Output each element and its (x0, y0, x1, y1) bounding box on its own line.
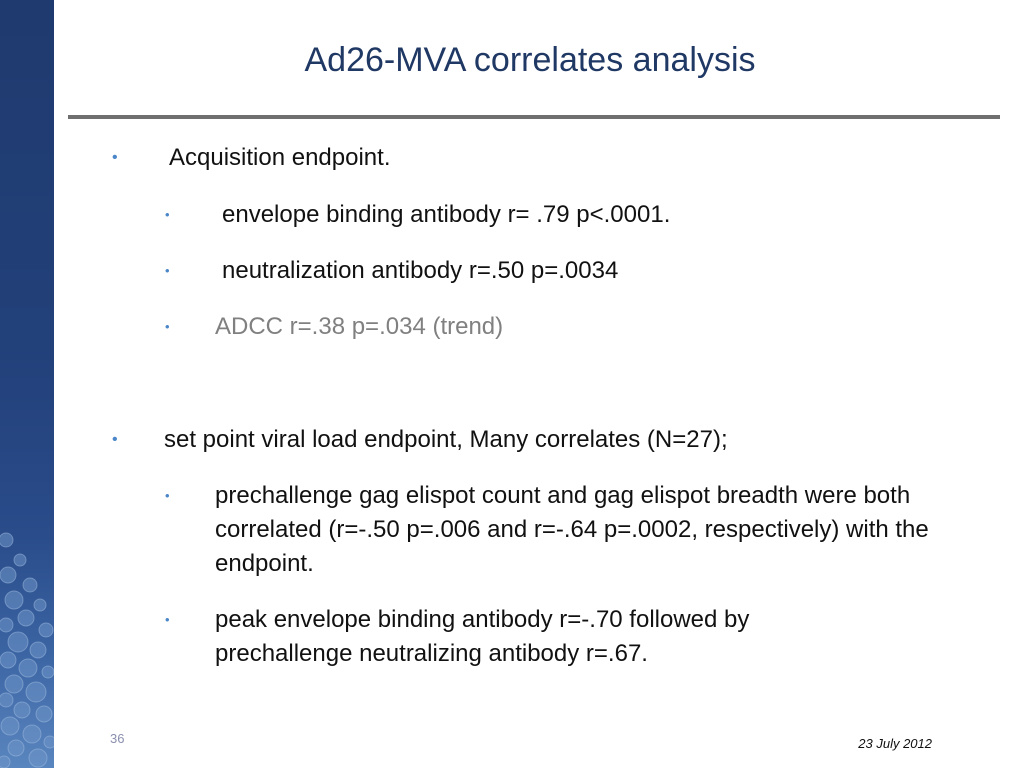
bullet-text: set point viral load endpoint, Many correlates (N=27); (164, 426, 728, 453)
sub-bullet-text: neutralization antibody r=.50 p=.0034 (222, 257, 619, 284)
bullet-text: Acquisition endpoint. (169, 144, 391, 171)
bullet-dot-icon: • (165, 488, 170, 503)
cell-pattern-image (0, 0, 54, 768)
bullet-dot-icon: • (165, 263, 170, 278)
bullet-dot-icon: • (165, 319, 170, 334)
sub-bullet-text: prechallenge gag elispot count and gag elispot breadth were both correlated (r=-.50 p=.006 and r=-.64 p=.0002, respectively) with the endpoint. (215, 482, 929, 577)
sub-bullet-item (165, 198, 670, 232)
bullet-dot-icon: • (112, 431, 118, 448)
slide-date: 23 July 2012 (858, 736, 932, 751)
bullet-dot-icon: • (112, 149, 118, 166)
sub-bullet-item (165, 254, 618, 288)
sub-bullet-item (165, 310, 503, 344)
bullet-item (112, 423, 728, 457)
title-divider (68, 115, 1000, 119)
bullet-dot-icon: • (165, 612, 170, 627)
sub-bullet-item (165, 603, 955, 671)
slide-title: Ad26-MVA correlates analysis (304, 41, 756, 79)
sub-bullet-text-dimmed: ADCC r=.38 p=.034 (trend) (215, 313, 504, 340)
page-number: 36 (110, 731, 125, 746)
sub-bullet-text: peak envelope binding antibody r=-.70 followed by prechallenge neutralizing antibody r=.67. (215, 606, 750, 667)
bullet-item (112, 141, 390, 175)
left-decorative-band (0, 0, 54, 768)
bullet-dot-icon: • (165, 207, 170, 222)
sub-bullet-item (165, 479, 955, 581)
sub-bullet-text: envelope binding antibody r= .79 p<.0001. (222, 201, 671, 228)
